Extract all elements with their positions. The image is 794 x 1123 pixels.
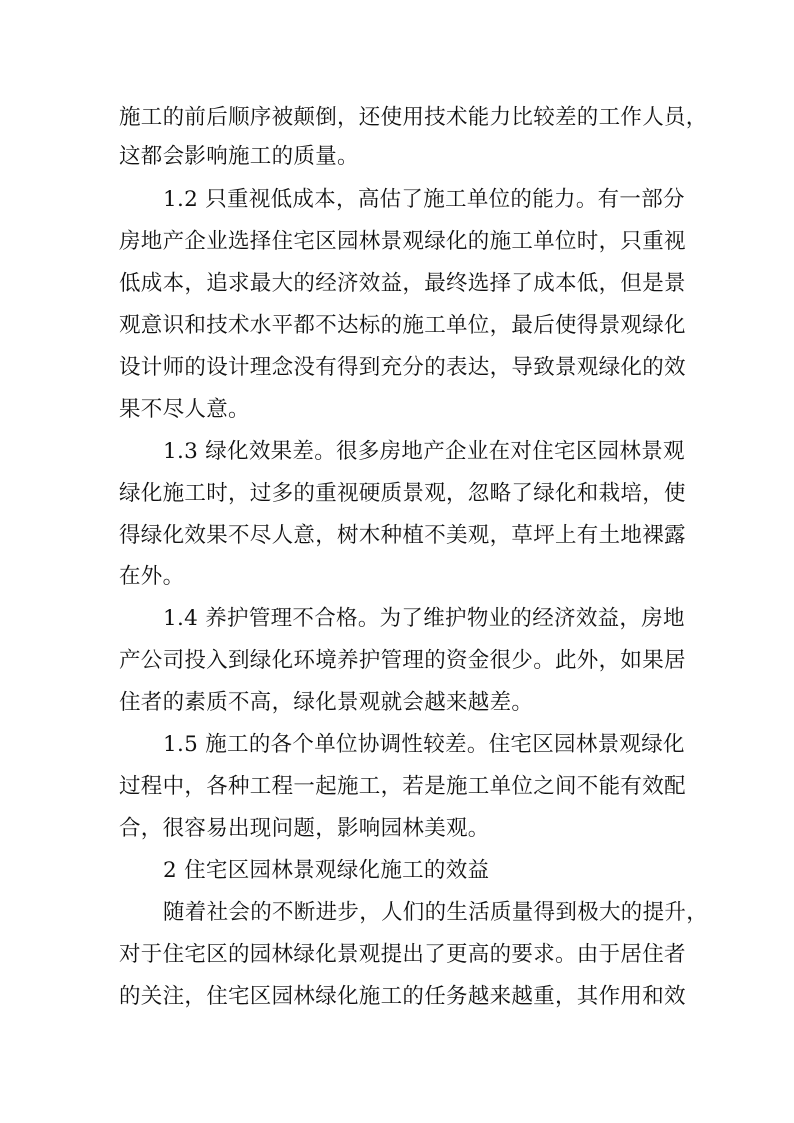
text-line: 合，很容易出现问题，影响园林美观。 <box>119 816 490 841</box>
text-line: 对于住宅区的园林绿化景观提出了更高的要求。由于居住者 <box>119 942 686 967</box>
text-line: 绿化施工时，过多的重视硬质景观，忽略了绿化和栽培，使 <box>119 481 686 506</box>
paragraph-1-4-start: 1.4 养护管理不合格。为了维护物业的经济效益，房地 <box>163 606 685 631</box>
text-line: 的关注，住宅区园林绿化施工的任务越来越重，其作用和效 <box>119 984 686 1009</box>
text-line: 过程中，各种工程一起施工，若是施工单位之间不能有效配 <box>119 774 686 799</box>
text-line: 在外。 <box>119 564 185 589</box>
text-line: 住者的素质不高，绿化景观就会越来越差。 <box>119 690 534 715</box>
paragraph-1-2-start: 1.2 只重视低成本，高估了施工单位的能力。有一部分 <box>163 187 685 212</box>
text-line: 产公司投入到绿化环境养护管理的资金很少。此外，如果居 <box>119 648 686 673</box>
text-line: 得绿化效果不尽人意，树木种植不美观，草坪上有土地裸露 <box>119 523 686 548</box>
paragraph-2-start: 随着社会的不断进步，人们的生活质量得到极大的提升， <box>163 900 709 925</box>
text-line: 房地产企业选择住宅区园林景观绿化的施工单位时，只重视 <box>119 229 686 254</box>
text-line: 设计师的设计理念没有得到充分的表达，导致景观绿化的效 <box>119 355 686 380</box>
paragraph-1-5-start: 1.5 施工的各个单位协调性较差。住宅区园林景观绿化 <box>163 732 685 757</box>
section-heading: 2 住宅区园林景观绿化施工的效益 <box>163 858 490 883</box>
text-line: 这都会影响施工的质量。 <box>119 144 359 169</box>
text-line: 施工的前后顺序被颠倒，还使用技术能力比较差的工作人员， <box>119 105 708 130</box>
text-line: 果不尽人意。 <box>119 397 250 422</box>
paragraph-1-3-start: 1.3 绿化效果差。很多房地产企业在对住宅区园林景观 <box>163 439 685 464</box>
text-line: 观意识和技术水平都不达标的施工单位，最后使得景观绿化 <box>119 313 686 338</box>
text-line: 低成本，追求最大的经济效益，最终选择了成本低，但是景 <box>119 271 686 296</box>
